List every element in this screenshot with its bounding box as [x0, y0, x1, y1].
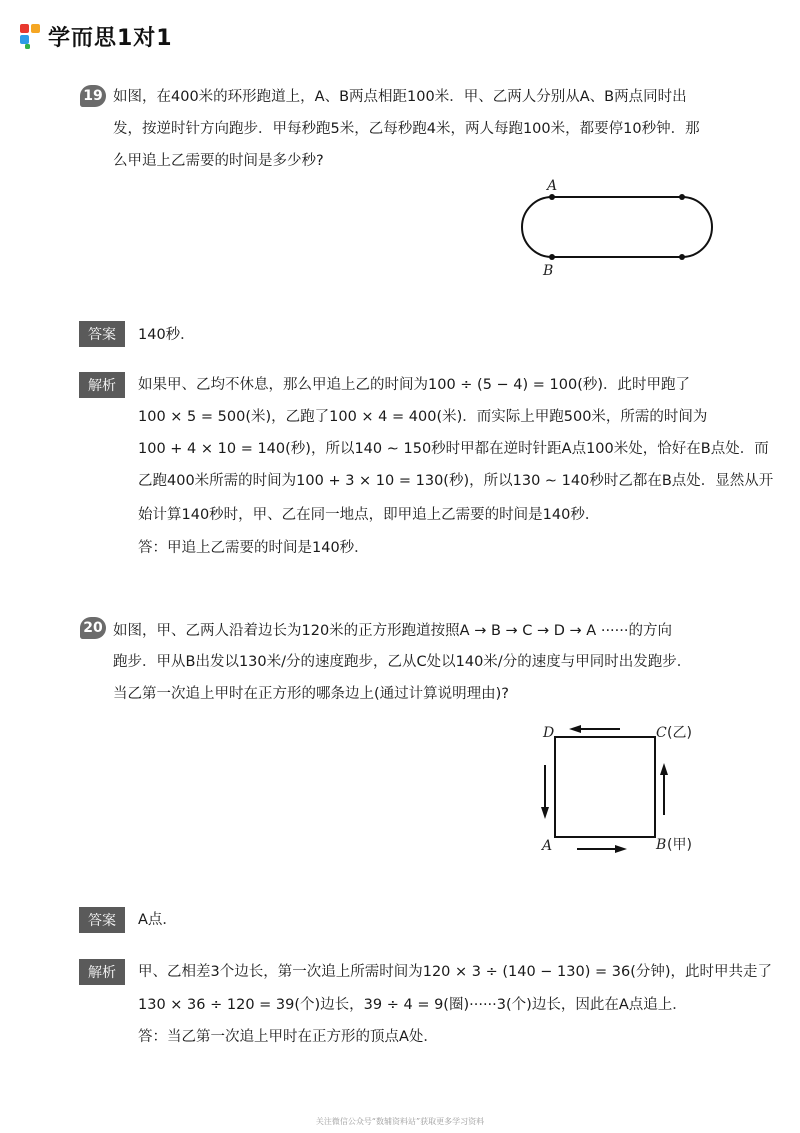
label-a: A [547, 178, 558, 194]
question-line: 么甲追上乙需要的时间是多少秒? [113, 153, 324, 169]
question-line: 如图，在400米的环形跑道上，A、B两点相距100米．甲、乙两人分别从A、B两点同时出 [113, 89, 687, 105]
analysis-line: 答：当乙第一次追上甲时在正方形的顶点A处． [138, 1029, 438, 1045]
problem-number-badge: 19 [80, 85, 106, 107]
analysis-line: 100 × 5 = 500(米)，乙跑了100 × 4 = 400(米)．而实际上甲跑500米，所需的时间为 [138, 409, 708, 425]
point-b [549, 254, 555, 260]
question-line: 当乙第一次追上甲时在正方形的哪条边上(通过计算说明理由)? [113, 686, 510, 702]
analysis-line: 答：甲追上乙需要的时间是140秒． [138, 540, 369, 556]
label-c-tag: (乙) [667, 725, 692, 741]
question-line: 发，按逆时针方向跑步．甲每秒跑5米，乙每秒跑4米，两人每跑100米，都要停10秒钟．那 [113, 121, 700, 137]
square-track-diagram [535, 715, 725, 860]
analysis-line: 如果甲、乙均不休息，那么甲追上乙的时间为100 ÷ (5 − 4) = 100(秒)．此时甲跑了 [138, 377, 691, 393]
square-track [555, 737, 655, 837]
brand-name: 学而思1对1 [48, 25, 173, 51]
question-line: 如图，甲、乙两人沿着边长为120米的正方形跑道按照A → B → C → D → A ······的方向 [113, 623, 672, 639]
track-diagram [510, 175, 725, 280]
answer-tag: 答案 [79, 907, 125, 933]
analysis-line: 始计算140秒时，甲、乙在同一地点，即甲追上乙需要的时间是140秒． [138, 507, 600, 523]
analysis-tag: 解析 [79, 959, 125, 985]
brand-logo [18, 20, 173, 52]
analysis-line: 乙跑400米所需的时间为100 + 3 × 10 = 130(秒)，所以130 ∼ 140秒时乙都在B点处．显然从开 [138, 473, 774, 489]
analysis-tag: 解析 [79, 372, 125, 398]
answer-tag: 答案 [79, 321, 125, 347]
answer-text: 140秒． [138, 327, 195, 343]
label-c: C [656, 725, 667, 741]
arrow-top-head [569, 725, 581, 733]
logo-icon [18, 22, 44, 50]
problem-number-badge: 20 [80, 617, 106, 639]
answer-text: A点． [138, 912, 177, 928]
arrow-bottom-head [615, 845, 627, 853]
oval-track [522, 197, 712, 257]
analysis-line: 甲、乙相差3个边长，第一次追上所需时间为120 × 3 ÷ (140 − 130) = 36(分钟)，此时甲共走了 [138, 964, 773, 980]
analysis-line: 100 + 4 × 10 = 140(秒)，所以140 ∼ 150秒时甲都在逆时针距A点100米处，恰好在B点处．而 [138, 441, 769, 457]
track-point [679, 254, 685, 260]
label-b: B [543, 263, 554, 279]
label-b-tag: (甲) [667, 837, 692, 853]
arrow-right-head [660, 763, 668, 775]
label-d: D [543, 725, 555, 741]
label-b: B [656, 837, 667, 853]
track-point [679, 194, 685, 200]
arrow-left-head [541, 807, 549, 819]
point-a [549, 194, 555, 200]
analysis-line: 130 × 36 ÷ 120 = 39(个)边长，39 ÷ 4 = 9(圈)······3(个)边长，因此在A点追上． [138, 997, 687, 1013]
question-line: 跑步．甲从B出发以130米/分的速度跑步，乙从C处以140米/分的速度与甲同时出发跑步． [113, 654, 692, 670]
footer-note: 关注微信公众号“数辅资料站”获取更多学习资料 [315, 1117, 485, 1126]
label-a: A [542, 838, 553, 854]
